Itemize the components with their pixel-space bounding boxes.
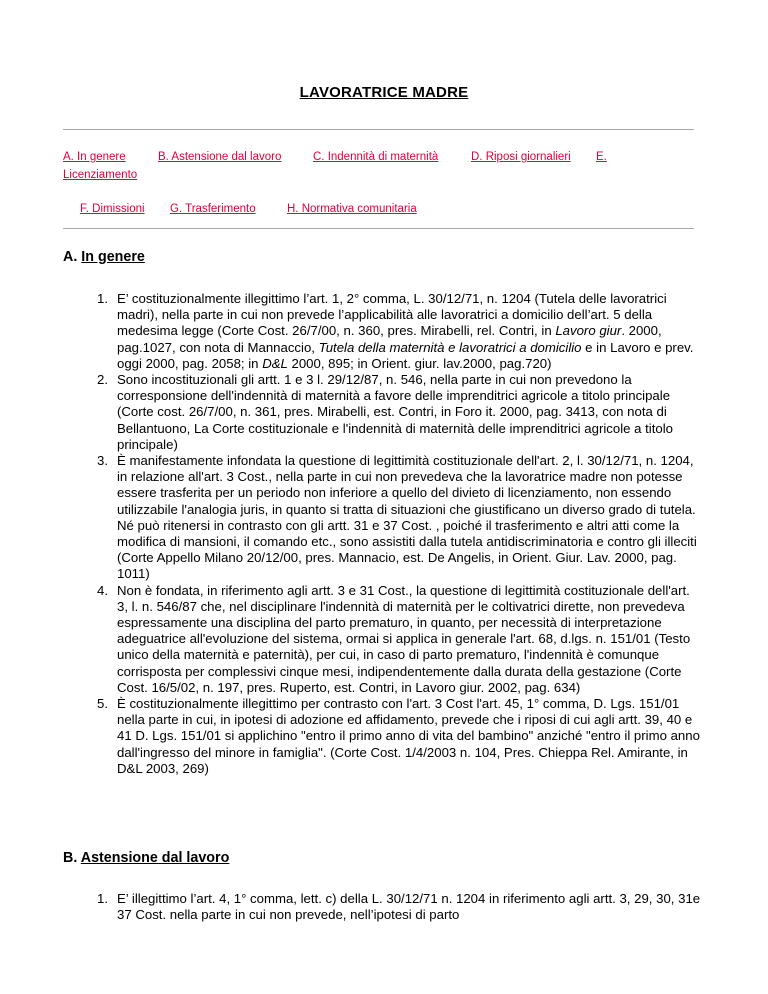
item-number: 5.	[97, 696, 108, 712]
section-heading-a	[63, 249, 145, 265]
list-item	[81, 696, 701, 777]
nav-link-indennita[interactable]: C. Indennità di maternità	[313, 151, 439, 163]
section-title: In genere	[81, 249, 145, 265]
section-letter: A.	[63, 249, 78, 265]
item-number: 3.	[97, 453, 108, 469]
item-text: Sono incostituzionali gli artt. 1 e 3 l. 29/12/87, n. 546, nella parte in cui non prevedono la corresponsione dell'indennità di maternità a favore delle imprenditrici agricole a titolo principale (Corte cost. 26/7/00, n. 361, pres. Mirabelli, est. Contri, in Foro it. 2000, pag. 3413, con nota di Bellantuono, La Corte costituzionale e l'indennità di maternità delle imprenditrici agricole a titolo principale)	[117, 372, 673, 452]
page-title: LAVORATRICE MADRE	[299, 84, 469, 101]
item-text-italic: Lavoro giur	[555, 323, 622, 339]
section-a-list	[81, 291, 701, 777]
nav-divider	[63, 228, 694, 229]
item-text: È costituzionalmente illegittimo per contrasto con l'art. 3 Cost l'art. 45, 1° comma, D. Lgs. 151/01 nella parte in cui, in ipotesi di adozione ed affidamento, prevede che i riposi di cui agli artt. 39, 40 e 41 D. Lgs. 151/01 si applichino "entro il primo anno di vita del bambino" anziché "entro il primo anno dall'ingresso del minore in famiglia". (Corte Cost. 1/4/2003 n. 104, Pres. Chieppa Rel. Amirante, in D&L 2003, 269)	[117, 696, 700, 776]
list-item	[81, 291, 701, 372]
nav-link-astensione[interactable]: B. Astensione dal lavoro	[158, 151, 282, 163]
item-number: 1.	[97, 291, 108, 306]
section-title: Astensione dal lavoro	[80, 850, 230, 866]
section-b-list	[81, 891, 701, 923]
list-item	[81, 583, 701, 696]
item-text: Non è fondata, in riferimento agli artt. 3 e 31 Cost., la questione di legittimità costituzionale dell'art. 3, l. n. 546/87 che, nel disciplinare l'indennità di maternità per le coltivatrici dirette, non prevedeva espressamente una disciplina del parto prematuro, in quanto, per necessità di interpretazione adeguatrice all'evoluzione del sistema, ormai si applica in generale l'art. 68, d.lgs. n. 151/01 (Testo unico della maternità e paternità), per cui, in caso di parto prematuro, l'indennità è comunque corrisposta per complessivi cinque mesi, indipendentemente dalla durata della gestazione (Corte Cost. 16/5/02, n. 197, pres. Ruperto, est. Contri, in Lavoro giur. 2002, pag. 634)	[117, 582, 691, 695]
nav-link-licenziamento[interactable]: Licenziamento	[63, 169, 138, 181]
list-item	[81, 453, 701, 583]
item-number: 2.	[97, 372, 108, 388]
nav-link-riposi[interactable]: D. Riposi giornalieri	[471, 151, 571, 163]
item-text: 2000, 895; in Orient. giur. lav.2000, pag.720)	[287, 355, 552, 371]
nav-link-dimissioni[interactable]: F. Dimissioni	[80, 203, 145, 215]
item-text: È manifestamente infondata la questione di legittimità costituzionale dell'art. 2, l. 30/12/71, n. 1204, in relazione all'art. 3 Cost., nella parte in cui non prevedeva che la lavoratrice madre non potesse essere trasferita per un periodo non inferiore a quello del divieto di licenziamento, non essendo utilizzabile l'analogia juris, in quanto si tratta di situazioni che giustificano un diverso grado di tutela. Né può ritenersi in contrasto con gli artt. 31 e 37 Cost. , poiché il trasferimento e altri atti come la modifica di mansioni, il comando etc., sono assistiti dalla tutela antidiscriminatoria e contro gli illeciti (Corte Appello Milano 20/12/00, pres. Mannacio, est. De Angelis, in Orient. Giur. Lav. 2000, pag. 1011)	[117, 453, 697, 582]
item-text-italic: Tutela della maternità e lavoratrici a domicilio	[318, 339, 582, 355]
item-text: e in Lavoro e prev. oggi 2000, pag. 2058; in	[117, 339, 694, 371]
top-divider	[63, 129, 694, 130]
item-text: E’ costituzionalmente illegittimo l’art. 1, 2° comma, L. 30/12/71, n. 1204 (Tutela delle lavoratrici madri), nella parte in cui non prevede l’applicabilità alle lavoratrici a domicilio dell’art. 5 della medesima legge (Corte Cost. 26/7/00, n. 360, pres. Mirabelli, rel. Contri, in	[117, 291, 667, 339]
nav-link-normativa[interactable]: H. Normativa comunitaria	[287, 203, 417, 215]
section-letter: B.	[63, 850, 78, 866]
list-item	[81, 372, 701, 453]
item-number: 4.	[97, 582, 108, 598]
item-number: 1.	[97, 891, 108, 906]
nav-link-trasferimento[interactable]: G. Trasferimento	[170, 203, 256, 215]
section-heading-b	[63, 850, 229, 866]
item-text-italic: D&L	[262, 355, 288, 371]
list-item	[81, 891, 701, 923]
item-text: . 2000, pag.1027, con nota di Mannaccio,	[117, 323, 662, 355]
item-text: E’ illegittimo l’art. 4, 1° comma, lett. c) della L. 30/12/71 n. 1204 in riferimento agli artt. 3, 29, 30, 31e 37 Cost. nella parte in cui non prevede, nell’ipotesi di parto	[117, 891, 701, 923]
nav-link-in-genere[interactable]: A. In genere	[63, 151, 126, 163]
nav-link-licenziamento-letter[interactable]: E.	[596, 151, 607, 163]
